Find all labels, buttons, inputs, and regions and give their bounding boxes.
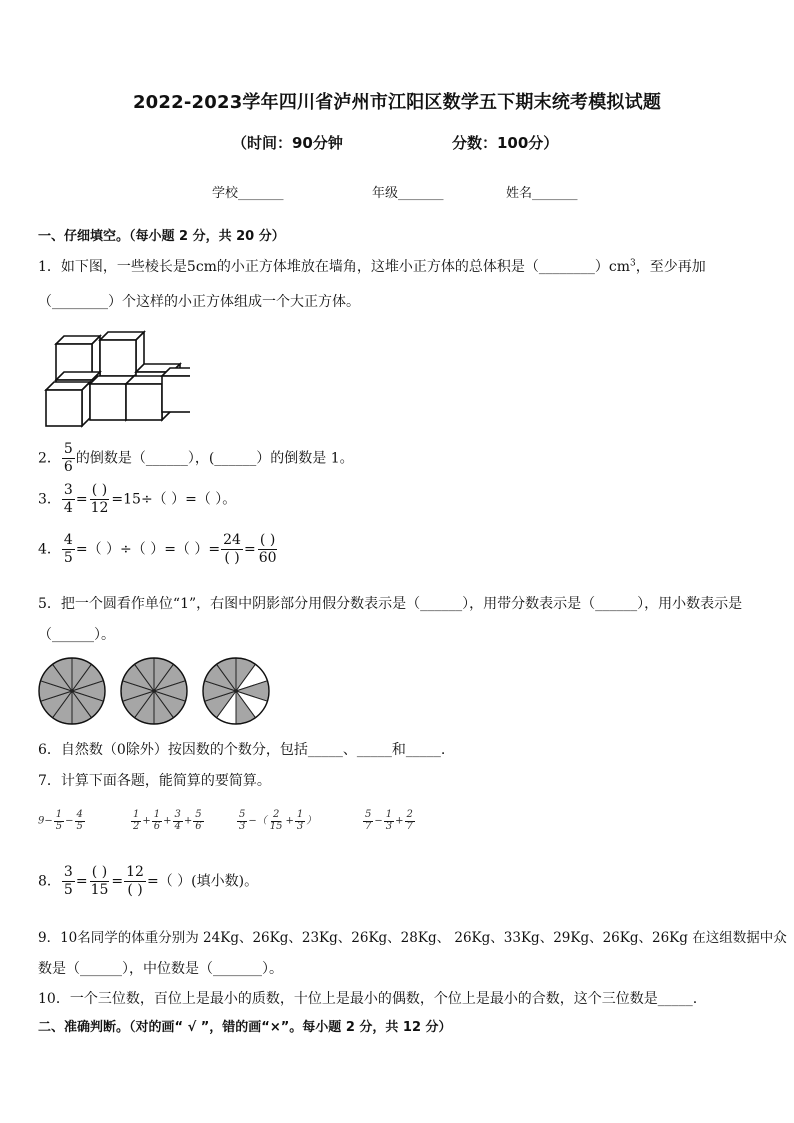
school-field: 学校_______ bbox=[212, 186, 284, 201]
fraction-denominator: 60 bbox=[258, 549, 277, 566]
fraction bbox=[173, 810, 183, 832]
unit-superscript: 3 bbox=[630, 258, 636, 269]
operator: + bbox=[285, 815, 294, 827]
question-8-number: 8． bbox=[38, 873, 61, 890]
fraction-denominator: 15 bbox=[269, 820, 283, 832]
fraction-denominator: 4 bbox=[63, 499, 73, 516]
fraction-denominator: 5 bbox=[63, 549, 73, 566]
question-2 bbox=[38, 441, 354, 476]
fraction-numerator: ( ) bbox=[91, 864, 108, 880]
question-9-line-1: 9．10名同学的体重分别为 24Kg、26Kg、23Kg、26Kg、28Kg、 26Kg、33Kg、29Kg、26Kg、26Kg 在这组数据中众 bbox=[38, 930, 787, 946]
operator: −（ bbox=[248, 815, 267, 827]
cube-stack-figure bbox=[40, 326, 190, 428]
fraction-circle bbox=[121, 658, 187, 724]
question-1-text-a: 1．如下图，一些棱长是5cm的小正方体堆放在墙角，这堆小正方体的总体积是（________）cm bbox=[38, 259, 631, 275]
question-3-rest: =15÷（ ）=（ ）。 bbox=[111, 491, 237, 508]
fraction bbox=[62, 864, 75, 899]
grade-field: 年级_______ bbox=[372, 186, 444, 201]
section-2-heading: 二、准确判断。（对的画“ √ ”，错的画“×”。每小题 2 分，共 12 分） bbox=[38, 1020, 452, 1035]
fraction-numerator: 3 bbox=[174, 809, 181, 820]
fraction-numerator: 12 bbox=[126, 864, 144, 880]
fraction-numerator: 4 bbox=[63, 532, 73, 548]
question-1-line-2: （________）个这样的小正方体组成一个大正方体。 bbox=[38, 294, 360, 310]
question-4-number: 4． bbox=[38, 541, 61, 558]
fraction-numerator: 1 bbox=[385, 809, 393, 820]
question-3-number: 3． bbox=[38, 491, 61, 508]
close-paren: ） bbox=[306, 815, 317, 827]
fraction-denominator: 7 bbox=[365, 820, 372, 832]
fraction-numerator: 3 bbox=[63, 864, 73, 880]
question-6: 6．自然数（0除外）按因数的个数分，包括_____、_____和_____. bbox=[38, 742, 446, 758]
exam-score: 分数：100分） bbox=[452, 134, 559, 152]
fraction bbox=[62, 441, 75, 476]
section-1-heading: 一、仔细填空。（每小题 2 分，共 20 分） bbox=[38, 229, 285, 244]
operator: + bbox=[163, 815, 172, 827]
fraction bbox=[295, 810, 305, 832]
fraction-circles-figure bbox=[36, 655, 272, 727]
fraction-numerator: 24 bbox=[223, 532, 241, 548]
fraction-denominator: 12 bbox=[90, 499, 109, 516]
question-2-number: 2． bbox=[38, 450, 61, 467]
fraction-numerator: 1 bbox=[133, 809, 140, 820]
calc-item-1 bbox=[38, 810, 86, 832]
operator: + bbox=[183, 815, 193, 827]
fraction-denominator: 5 bbox=[76, 820, 83, 832]
fraction-denominator: ( ) bbox=[127, 881, 143, 898]
fraction-circle bbox=[203, 658, 269, 724]
cube bbox=[162, 368, 190, 412]
question-5-line-1: 5．把一个圆看作单位“1”，右图中阴影部分用假分数表示是（______），用带分数表示是（______），用小数表示是 bbox=[38, 596, 743, 612]
fraction bbox=[89, 482, 111, 517]
question-1-line-1 bbox=[38, 256, 706, 276]
operator: + bbox=[142, 815, 151, 827]
fraction-denominator: 6 bbox=[153, 820, 161, 832]
fraction bbox=[54, 810, 64, 832]
fraction bbox=[75, 810, 85, 832]
question-7: 7．计算下面各题，能简算的要简算。 bbox=[38, 773, 271, 789]
fraction bbox=[131, 810, 141, 832]
page-title: 2022-2023学年四川省泸州市江阳区数学五下期末统考模拟试题 bbox=[132, 92, 662, 113]
exam-time: （时间：90分钟 bbox=[232, 134, 343, 152]
fraction-denominator: 6 bbox=[195, 820, 202, 832]
fraction-denominator: 15 bbox=[90, 881, 109, 898]
fraction-numerator: 1 bbox=[153, 809, 161, 820]
question-10: 10．一个三位数，百位上是最小的质数，十位上是最小的偶数，个位上是最小的合数，这个三位数是_____. bbox=[38, 991, 698, 1007]
calc-item-4 bbox=[362, 810, 416, 832]
fraction-numerator: 5 bbox=[63, 441, 73, 457]
question-3 bbox=[38, 482, 236, 517]
cube bbox=[100, 332, 144, 376]
fraction-numerator: 1 bbox=[296, 809, 304, 820]
fraction bbox=[257, 532, 279, 567]
fraction bbox=[268, 810, 285, 832]
fraction bbox=[221, 532, 243, 567]
fraction-denominator: 3 bbox=[239, 820, 246, 832]
fraction bbox=[124, 864, 146, 899]
fraction-numerator: 2 bbox=[406, 809, 413, 820]
fraction-numerator: 5 bbox=[239, 809, 246, 820]
equals-sign: = bbox=[111, 873, 124, 890]
fraction bbox=[237, 810, 247, 832]
name-field: 姓名_______ bbox=[506, 186, 578, 201]
fraction bbox=[89, 864, 111, 899]
fraction-denominator: 7 bbox=[406, 820, 413, 832]
fraction bbox=[193, 810, 203, 832]
question-4 bbox=[38, 532, 280, 567]
calc-item-2 bbox=[130, 810, 205, 832]
question-1-text-b: ，至少再加 bbox=[635, 259, 706, 275]
fraction-numerator: 5 bbox=[365, 809, 372, 820]
fraction bbox=[384, 810, 394, 832]
fraction-denominator: 6 bbox=[63, 458, 73, 475]
fraction-denominator: 5 bbox=[55, 820, 63, 832]
operator: + bbox=[395, 815, 404, 827]
fraction-numerator: 3 bbox=[63, 482, 73, 498]
fraction-denominator: 3 bbox=[296, 820, 304, 832]
fraction bbox=[363, 810, 373, 832]
fraction bbox=[405, 810, 415, 832]
fraction-numerator: 2 bbox=[272, 809, 280, 820]
fraction-numerator: ( ) bbox=[91, 482, 108, 498]
fraction-denominator: 5 bbox=[63, 881, 73, 898]
question-4-middle: =（ ）÷（ ）=（ ）= bbox=[75, 541, 221, 558]
fraction-denominator: 4 bbox=[174, 820, 181, 832]
fraction-denominator: 2 bbox=[133, 820, 140, 832]
fraction-numerator: 4 bbox=[76, 809, 83, 820]
question-5-line-2: （______）。 bbox=[38, 627, 115, 643]
equals-sign: = bbox=[243, 541, 256, 558]
fraction-denominator: 3 bbox=[385, 820, 393, 832]
equals-sign: = bbox=[75, 873, 88, 890]
operator: − bbox=[65, 815, 74, 827]
fraction-numerator: ( ) bbox=[259, 532, 276, 548]
question-8-rest: =（ ）(填小数)。 bbox=[146, 873, 259, 890]
cube bbox=[46, 382, 90, 426]
question-2-text: 的倒数是（______），(______）的倒数是 1。 bbox=[75, 450, 354, 467]
question-9-line-2: 数是（______），中位数是（_______）。 bbox=[38, 961, 283, 977]
fraction-denominator: ( ) bbox=[224, 549, 240, 566]
fraction-numerator: 1 bbox=[55, 809, 63, 820]
fraction-circle bbox=[39, 658, 105, 724]
equals-sign: = bbox=[75, 491, 88, 508]
fraction-numerator: 5 bbox=[195, 809, 202, 820]
fraction bbox=[62, 532, 75, 567]
fraction bbox=[62, 482, 75, 517]
calc-item-3 bbox=[236, 810, 316, 832]
fraction bbox=[152, 810, 162, 832]
question-8 bbox=[38, 864, 258, 899]
calc-lead: 9− bbox=[38, 815, 53, 827]
operator: − bbox=[374, 815, 383, 827]
